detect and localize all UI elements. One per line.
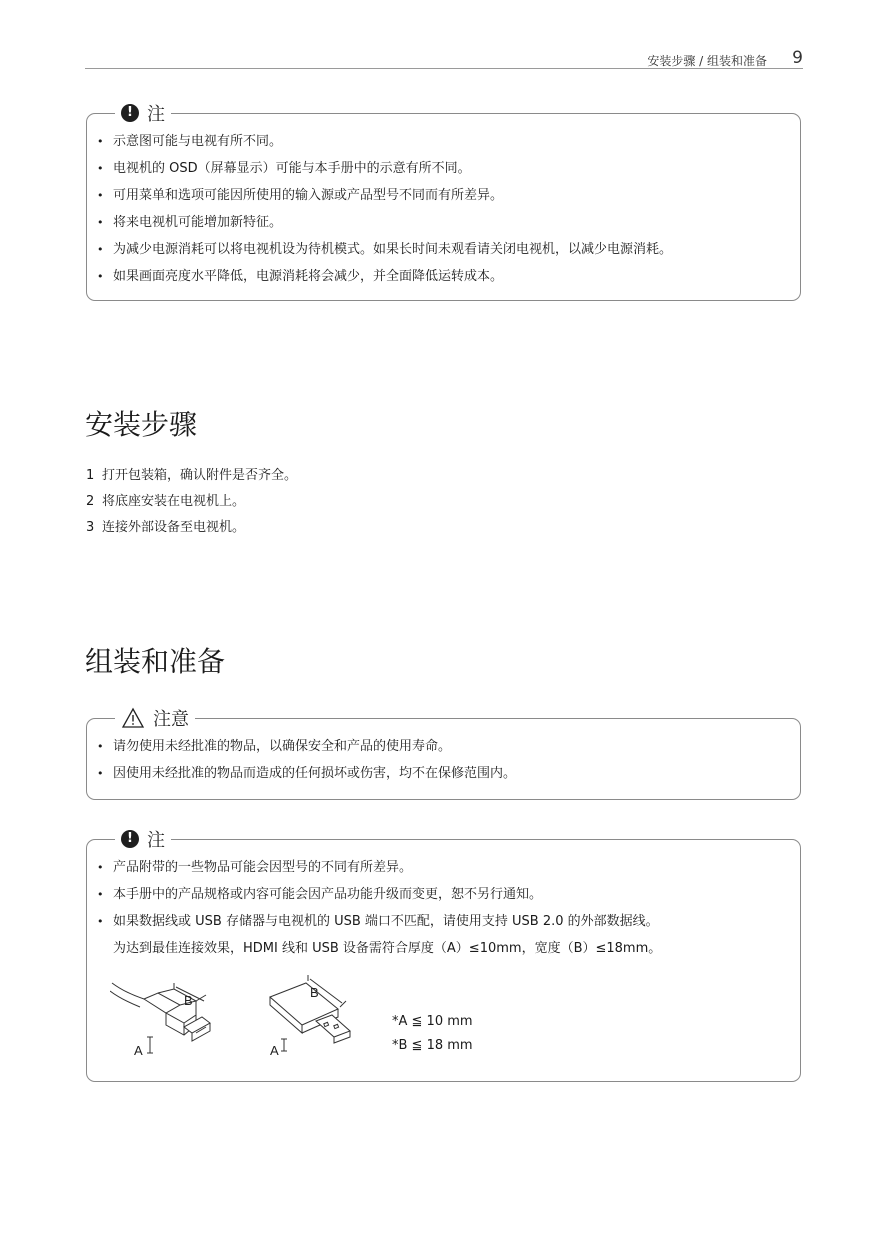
dimension-b-spec: *B ≦ 18 mm xyxy=(392,1038,473,1053)
note-list xyxy=(97,128,672,290)
install-steps xyxy=(86,463,297,541)
note-box-label xyxy=(115,826,171,852)
page-number: 9 xyxy=(792,48,803,68)
caution-box xyxy=(86,709,801,800)
exclamation-icon: ! xyxy=(121,104,139,122)
list-item: • 可用菜单和选项可能因所使用的输入源或产品型号不同而有所差异。 xyxy=(97,182,672,209)
step-text: 打开包装箱，确认附件是否齐全。 xyxy=(102,468,298,483)
section-title-install: 安装步骤 xyxy=(85,408,198,441)
list-item xyxy=(86,463,297,489)
diagram-label-a: A xyxy=(270,1043,279,1058)
exclamation-icon: ! xyxy=(121,830,139,848)
note-list xyxy=(97,854,661,962)
list-item xyxy=(86,515,297,541)
step-text: 连接外部设备至电视机。 xyxy=(102,520,246,535)
warning-triangle-icon xyxy=(121,707,145,729)
dimension-a-spec: *A ≦ 10 mm xyxy=(392,1014,473,1029)
diagram-label-b: B xyxy=(184,993,193,1008)
list-item-continuation: 为达到最佳连接效果，HDMI 线和 USB 设备需符合厚度（A）≤10mm，宽度（B）≤18mm。 xyxy=(113,941,662,956)
list-item: • 为减少电源消耗可以将电视机设为待机模式。如果长时间未观看请关闭电视机，以减少电源消耗。 xyxy=(97,236,672,263)
list-item: • 产品附带的一些物品可能会因型号的不同有所差异。 xyxy=(97,854,661,881)
list-item: • 如果画面亮度水平降低，电源消耗将会减少，并全面降低运转成本。 xyxy=(97,263,672,290)
diagram-label-b: B xyxy=(310,985,319,1000)
caution-list xyxy=(97,733,516,787)
page-header xyxy=(85,50,803,69)
note-label-text: 注 xyxy=(147,830,165,851)
box-dash xyxy=(101,839,111,840)
list-item: • 如果数据线或 USB 存储器与电视机的 USB 端口不匹配，请使用支持 USB 2.0 的外部数据线。 xyxy=(97,908,661,935)
note-box-general xyxy=(86,104,801,301)
box-dash xyxy=(101,718,111,719)
caution-label-text: 注意 xyxy=(153,709,189,730)
list-item: • 示意图可能与电视有所不同。 xyxy=(97,128,672,155)
list-item: • 因使用未经批准的物品而造成的任何损坏或伤害，均不在保修范围内。 xyxy=(97,760,516,787)
box-dash xyxy=(101,113,111,114)
list-item: • 本手册中的产品规格或内容可能会因产品功能升级而变更，恕不另行通知。 xyxy=(97,881,661,908)
hdmi-connector-illustration xyxy=(110,983,210,1053)
section-title-assembly: 组装和准备 xyxy=(85,645,226,678)
step-number: 2 xyxy=(86,494,95,509)
header-section-title: 安装步骤 / 组装和准备 xyxy=(647,54,767,68)
diagram-label-a: A xyxy=(134,1043,143,1058)
list-item: • 电视机的 OSD（屏幕显示）可能与本手册中的示意有所不同。 xyxy=(97,155,672,182)
note-box-label xyxy=(115,100,171,126)
note-label-text: 注 xyxy=(147,104,165,125)
step-number: 3 xyxy=(86,520,95,535)
step-text: 将底座安装在电视机上。 xyxy=(102,494,246,509)
list-item: • 将来电视机可能增加新特征。 xyxy=(97,209,672,236)
list-item xyxy=(86,489,297,515)
list-item: • 请勿使用未经批准的物品，以确保安全和产品的使用寿命。 xyxy=(97,733,516,760)
step-number: 1 xyxy=(86,468,95,483)
caution-box-label xyxy=(115,705,195,731)
